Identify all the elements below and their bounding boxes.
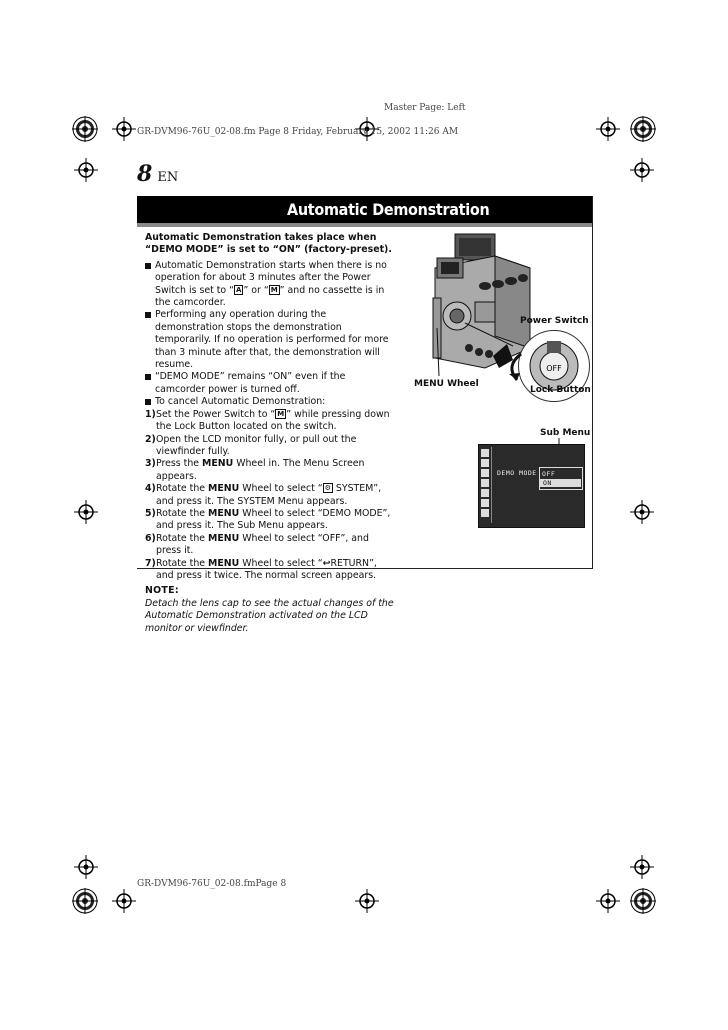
file-slug: GR-DVM96-76U_02-08.fm Page 8 Friday, February 15, 2002 11:26 AM <box>137 127 459 137</box>
step-text: RETURN”, and press it twice. The normal screen appears. <box>156 557 377 581</box>
bullet-text: To cancel Automatic Demonstration: <box>155 396 326 408</box>
step-item <box>145 434 395 459</box>
step-text: Rotate the <box>156 557 209 569</box>
page-language: EN <box>157 170 179 185</box>
manual-mode-icon: M <box>270 285 278 294</box>
menu-item-icon <box>481 489 489 497</box>
title-underline <box>137 223 592 227</box>
menu-item-icon <box>481 479 489 487</box>
registration-crosshair-icon <box>74 855 98 879</box>
step-text: Rotate the <box>156 483 209 495</box>
bullet-item <box>145 309 395 371</box>
svg-text:OFF: OFF <box>546 364 562 373</box>
step-text: Press the <box>156 458 203 470</box>
registration-crosshair-icon <box>355 889 379 913</box>
registration-bullseye-icon <box>630 888 656 914</box>
menu-keyword: MENU <box>202 458 234 470</box>
step-item <box>145 458 395 483</box>
step-text: Wheel to select “OFF”, and press it. <box>156 532 369 557</box>
sub-menu-label: Sub Menu <box>540 428 591 438</box>
system-menu-icon: ⚙ <box>324 484 331 493</box>
step-text: Rotate the <box>156 532 209 544</box>
bullet-square-icon <box>145 263 151 269</box>
menu-item-icon <box>481 459 489 467</box>
menu-keyword: MENU <box>208 483 240 495</box>
section-title-bar <box>137 196 592 223</box>
step-item <box>145 508 395 533</box>
page-number <box>137 161 178 187</box>
bullet-square-icon <box>145 312 151 318</box>
step-text: Wheel to select “DEMO MODE”, and press it. The Sub Menu appears. <box>156 507 391 532</box>
step-number: 4) <box>145 483 156 495</box>
bullet-text: Automatic Demonstration starts when there is no operation for about 3 minutes after the Power Switch is set to “ <box>155 259 387 296</box>
step-number: 5) <box>145 507 156 519</box>
registration-crosshair-icon <box>74 158 98 182</box>
menu-item-icon <box>481 469 489 477</box>
bullet-item <box>145 371 395 396</box>
menu-icon-column <box>481 449 490 519</box>
bullet-text: Performing any operation during the demonstration stops the demonstration temporarily. If no operation is performed for more than 3 minute after that, the demonstration will resume. <box>155 309 389 371</box>
bullet-item <box>145 396 395 408</box>
menu-wheel-label: MENU Wheel <box>414 379 479 389</box>
registration-crosshair-icon <box>596 889 620 913</box>
registration-bullseye-icon <box>72 116 98 142</box>
menu-item-demo-mode: DEMO MODE <box>497 469 537 477</box>
lock-button-label: Lock Button <box>530 385 591 395</box>
bullet-square-icon <box>145 399 151 405</box>
registration-crosshair-icon <box>596 117 620 141</box>
step-item <box>145 483 395 508</box>
step-text: Wheel to select “ <box>239 483 323 495</box>
manual-mode-icon: M <box>277 409 285 418</box>
step-number: 7) <box>145 557 156 569</box>
step-number: 6) <box>145 532 156 544</box>
step-number: 2) <box>145 433 156 445</box>
step-text: Wheel to select “ <box>239 557 323 569</box>
step-text: Wheel in. The Menu Screen appears. <box>156 458 365 482</box>
menu-screen <box>478 444 585 528</box>
registration-crosshair-icon <box>112 117 136 141</box>
menu-divider <box>491 447 492 523</box>
step-text: Set the Power Switch to “ <box>156 408 276 420</box>
sub-menu-option-on: ON <box>540 479 581 487</box>
step-text: Rotate the <box>156 507 209 519</box>
registration-crosshair-icon <box>630 855 654 879</box>
menu-item-icon <box>481 509 489 517</box>
menu-item-icon <box>481 449 489 457</box>
step-text: SYSTEM”, and press it. The SYSTEM Menu appears. <box>156 483 382 507</box>
step-number: 3) <box>145 458 156 470</box>
menu-keyword: MENU <box>208 557 240 569</box>
bullet-text: ” and no cassette is in the camcorder. <box>155 284 385 309</box>
step-text: Open the LCD monitor fully, or pull out the viewfinder fully. <box>156 433 357 457</box>
sub-menu-option-off: OFF <box>542 470 556 478</box>
step-number: 1) <box>145 408 156 420</box>
menu-item-icon <box>481 499 489 507</box>
section-text <box>145 232 395 635</box>
footer-slug: GR-DVM96-76U_02-08.fmPage 8 <box>137 879 287 889</box>
bullet-text: ” or “ <box>243 284 269 296</box>
page-number-value: 8 <box>137 161 153 187</box>
step-item <box>145 409 395 434</box>
registration-crosshair-icon <box>74 500 98 524</box>
bullet-square-icon <box>145 374 151 380</box>
step-item <box>145 533 395 558</box>
registration-bullseye-icon <box>630 116 656 142</box>
lead-paragraph: Automatic Demonstration takes place when “DEMO MODE” is set to “ON” (factory-preset). <box>145 232 392 256</box>
step-item <box>145 558 395 583</box>
bullet-item <box>145 260 395 310</box>
menu-keyword: MENU <box>208 532 240 544</box>
step-text: ” while pressing down the Lock Button located on the switch. <box>156 408 390 433</box>
menu-keyword: MENU <box>208 507 240 519</box>
rotation-arrow-icon <box>503 352 525 382</box>
note-text: Detach the lens cap to see the actual changes of the Automatic Demonstration activated on the LCD monitor or viewfinder. <box>145 597 394 634</box>
registration-crosshair-icon <box>112 889 136 913</box>
power-switch-label: Power Switch <box>520 316 589 326</box>
registration-crosshair-icon <box>630 158 654 182</box>
return-icon: ↩ <box>322 557 331 569</box>
master-page-label: Master Page: Left <box>384 103 466 113</box>
bullet-text: “DEMO MODE” remains “ON” even if the camcorder power is turned off. <box>155 371 346 395</box>
section-title: Automatic Demonstration <box>287 200 490 219</box>
note-heading: NOTE: <box>145 585 179 597</box>
registration-crosshair-icon <box>630 500 654 524</box>
sub-menu-box <box>539 467 583 490</box>
registration-bullseye-icon <box>72 888 98 914</box>
auto-mode-icon: A <box>236 285 242 294</box>
